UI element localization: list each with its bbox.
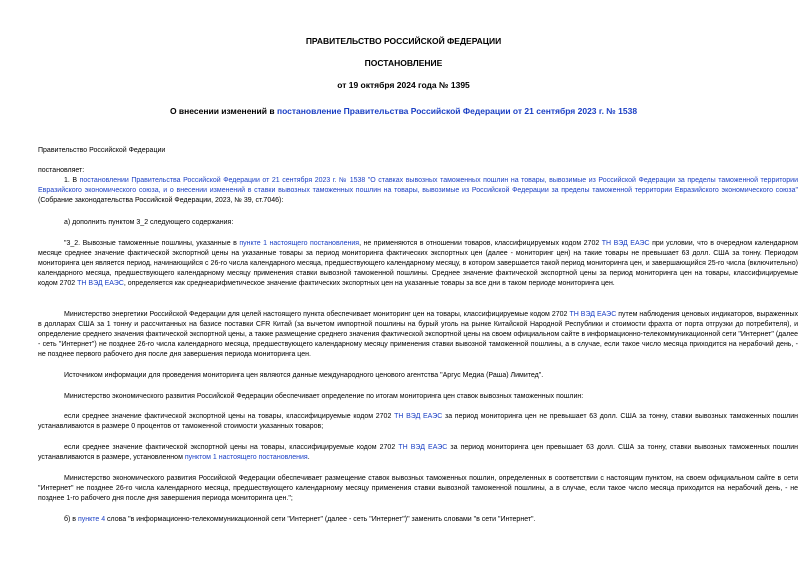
paragraph-case-exceed [38, 443, 798, 463]
tn-ved-link[interactable]: ТН ВЭД ЕАЭС [398, 444, 448, 451]
text-segment: . [307, 454, 310, 461]
text-segment: за период мониторинга цен превышает 63 долл. США за тонну, ставки вывозных таможенных пошлин устанавливаются в размере, установленном [38, 444, 798, 461]
text-segment: 1. В [64, 177, 80, 184]
paragraph-clause-3-2 [38, 239, 798, 289]
paragraph-publication: Министерство экономического развития Российской Федерации обеспечивает размещение ставок вывозных таможенных пошлин, определенных в соответствии с настоящим пунктом, на своем официальном сайте в сети "Интернет" не позднее 26-го числа календарного месяца, предшествующего календарному месяцу применения ставки вывозной таможенной пошлины, а в случае, если такое число месяца приходится на нерабочий день, - не позднее 1-го рабочего дня после дня завершения периода мониторинга цен."; [38, 475, 798, 502]
paragraph-mineconomy: Министерство экономического развития Российской Федерации обеспечивает определение по итогам мониторинга цен ставок вывозных таможенных пошлин: [64, 393, 584, 400]
text-segment: путем наблюдения ценовых индикаторов, выраженных в долларах США за 1 тонну и рассчитанных на базисе поставки CFR Китай (за вычетом импортной пошлины на бурый уголь на рынке Китайской Народной Республики и стоимости фрахта от порта отгрузки до потребителя), и определение среднего значения фактической экспортной цены, а также размещение среднего значения фактической экспортной цены на своем официальном сайте в информационно-телекоммуникационной сети "Интернет" (далее - сеть "Интернет") не позднее 26-го числа календарного месяца, предшествующего календарному месяцу применения ставки вывозной таможенной пошлины, а в случае, если такое число месяца приходится на нерабочий день, - не позднее первого рабочего дня после дня завершения периода мониторинга цен. [38, 311, 798, 358]
document-title [0, 106, 807, 116]
tn-ved-link[interactable]: ТН ВЭД ЕАЭС [77, 280, 124, 287]
point-4-link[interactable]: пункте 4 [77, 516, 106, 523]
text-segment: если среднее значение фактической экспортной цены на товары, классифицируемые кодом 2702 [64, 413, 395, 420]
point-1-link[interactable]: пункте 1 настоящего постановления [239, 240, 360, 247]
government-heading: ПРАВИТЕЛЬСТВО РОССИЙСКОЙ ФЕДЕРАЦИИ [305, 36, 502, 46]
title-link[interactable]: постановление Правительства Российской Федерации от 21 сентября 2023 г. № 1538 [276, 106, 638, 116]
tn-ved-link[interactable]: ТН ВЭД ЕАЭС [601, 240, 650, 247]
text-segment: если среднее значение фактической экспортной цены на товары, классифицируемые кодом 2702 [64, 444, 399, 451]
paragraph-case-not-exceed [38, 412, 798, 432]
paragraph-minenergo [38, 310, 798, 360]
paragraph-government: Правительство Российской Федерации [38, 147, 166, 154]
tn-ved-link[interactable]: ТН ВЭД ЕАЭС [394, 413, 443, 420]
document-date-number: от 19 октября 2024 года № 1395 [337, 80, 470, 90]
text-segment: (Собрание законодательства Российской Федерации, 2023, № 39, ст.7046): [38, 197, 284, 204]
text-segment: за период мониторинга цен не превышает 63 долл. США за тонну, ставки вывозных таможенных пошлин устанавливаются в размере 0 процентов от таможенной стоимости указанных товаров; [38, 413, 798, 430]
paragraph-item-1 [38, 176, 798, 206]
text-segment: при условии, что в очередном календарном месяце среднее значение фактической экспортной цены на указанные товары за период мониторинга фактических экспортных цен (далее - мониторинг цен) на такие товары не превышает 63 долл. США за тонну. Периодом мониторинга цен является период, начинающийся с 26-го числа календарного месяца, предшествующего календарному месяцу, в котором завершается такой период мониторинга цен, и завершающийся 25-го числа (включительно) календарного месяца, предшествующего календарному месяцу применения ставки вывозной таможенной пошлины. Среднее значение фактической экспортной цены за период мониторинга цен на товары, классифицируемые кодом 2702 [38, 240, 798, 287]
text-segment: Министерство энергетики Российской Федерации для целей настоящего пункта обеспечивает мониторинг цен на товары, классифицируемые кодом 2702 [64, 311, 570, 318]
decree-1538-link[interactable]: постановлении Правительства Российской Федерации от 21 сентября 2023 г. № 1538 "О ставках вывозных таможенных пошлин на товары, вывозимые из Российской Федерации за пределы таможенной территории Евразийского экономического союза, и о внесении изменений в ставки вывозных таможенных пошлин на товары, вывозимые из Российской Федерации за пределы таможенной территории Евразийского экономического союза" [38, 177, 798, 194]
title-prefix: О внесении изменений в [169, 106, 277, 116]
text-segment: б) в [64, 516, 78, 523]
tn-ved-link[interactable]: ТН ВЭД ЕАЭС [569, 311, 617, 318]
point-1-link[interactable]: пунктом 1 настоящего постановления [184, 454, 308, 461]
paragraph-subitem-b [38, 515, 798, 525]
text-segment: , определяется как среднеарифметическое значение фактических экспортных цен на указанные товары за все дни в таком периоде мониторинга цен. [123, 280, 615, 287]
paragraph-subitem-a: а) дополнить пунктом 3_2 следующего содержания: [64, 219, 234, 226]
paragraph-decrees: постановляет: [38, 167, 85, 174]
text-segment: , не применяются в отношении товаров, классифицируемых кодом 2702 [359, 240, 602, 247]
text-segment: "3_2. Вывозные таможенные пошлины, указанные в [64, 240, 240, 247]
text-segment: слова "в информационно-телекоммуникационной сети "Интернет" (далее - сеть "Интернет")" заменить словами "в сети "Интернет". [105, 516, 536, 523]
document-type: ПОСТАНОВЛЕНИЕ [364, 58, 443, 68]
paragraph-source: Источником информации для проведения мониторинга цен являются данные международного ценового агентства "Аргус Медиа (Раша) Лимитед". [64, 372, 544, 379]
